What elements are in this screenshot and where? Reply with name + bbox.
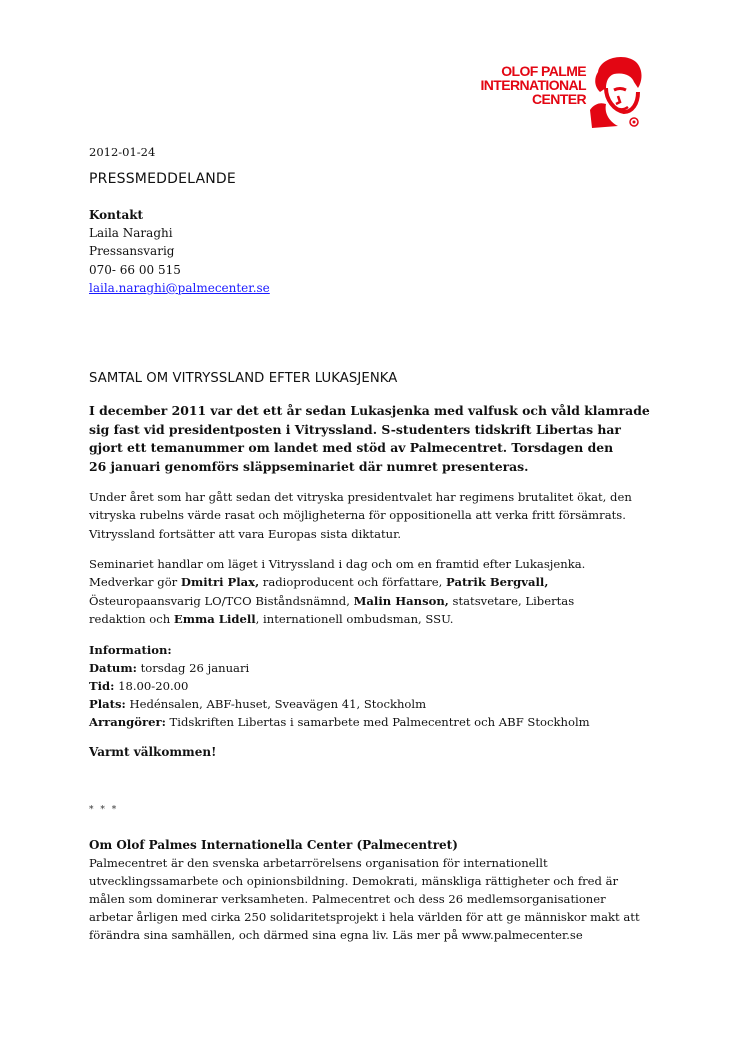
speaker-role: , internationell ombudsman, SSU. [255,611,454,626]
contact-label: Kontakt [89,208,144,222]
organizers-label: Arrangörer: [89,715,166,730]
palme-portrait-icon [584,52,648,130]
headline: SAMTAL OM VITRYSSLAND EFTER LUKASJENKA [89,371,398,386]
speaker-role: Östeuropaansvarig LO/TCO Biståndsnämnd, [89,593,354,608]
document-type: PRESSMEDDELANDE [89,171,236,187]
about-line: Palmecentret är den svenska arbetarrörelsens organisation för internationellt [89,856,548,871]
organizers-value: Tidskriften Libertas i samarbete med Palmecentret och ABF Stockholm [165,715,590,730]
text-run: redaktion och [89,611,174,626]
about-title: Om Olof Palmes Internationella Center (Palmecentret) [89,838,458,852]
lead-line: 26 januari genomförs släppseminariet där numret presenteras. [89,458,529,474]
lead-line: gjort ett temanummer om landet med stöd av Palmecentret. Torsdagen den [89,440,614,456]
logo-wordmark [458,64,586,106]
paragraph-line: vitryska rubelns värde rasat och möjligheterna för oppositionella att verka fritt försämrats. [89,508,626,523]
olof-palme-center-logo [458,52,648,130]
speaker-name: Patrik Bergvall, [446,575,549,590]
lead-line: I december 2011 var det ett år sedan Lukasjenka med valfusk och våld klamrade [89,403,650,418]
speaker-name: Dmitri Plax, [180,575,260,590]
date-value: torsdag 26 januari [136,661,250,676]
place-value: Hedénsalen, ABF-huset, Sveavägen 41, Stockholm [125,697,427,712]
speaker-name: Malin Hanson, [353,593,449,608]
about-line: målen som dominerar verksamheten. Palmecentret och dess 26 medlemsorganisationer [89,892,606,907]
logo-line-2: INTERNATIONAL [480,77,586,93]
body-paragraph-2 [89,555,679,628]
release-date: 2012-01-24 [89,145,156,159]
about-section [89,836,689,945]
paragraph-line [89,592,679,610]
body-paragraph-1 [89,488,679,543]
about-line: arbetar årligen med cirka 250 solidaritetsprojekt i hela världen för att ge människor makt att [89,910,640,925]
section-separator: * * * [89,805,119,815]
speaker-name: Emma Lidell [173,611,256,626]
welcome-text: Varmt välkommen! [89,745,217,759]
logo-line-3: CENTER [532,91,586,107]
paragraph-line: Seminariet handlar om läget i Vitryssland i dag och om en framtid efter Lukasjenka. [89,557,586,571]
logo-line-1: OLOF PALME [501,63,586,79]
contact-block [89,206,270,297]
text-run: Medverkar gör [89,575,181,590]
speaker-role: statsvetare, Libertas [448,593,575,608]
contact-role: Pressansvarig [89,244,175,259]
contact-email-link[interactable]: laila.naraghi@palmecenter.se [89,280,270,295]
lead-paragraph [89,402,669,476]
about-line: utvecklingssamarbete och opinionsbildning. Demokrati, mänskliga rättigheter och fred är [89,874,619,889]
date-label: Datum: [89,661,137,676]
place-label: Plats: [89,697,126,712]
paragraph-line: Under året som har gått sedan det vitryska presidentvalet har regimens brutalitet ökat, den [89,490,632,504]
paragraph-line [89,610,679,628]
lead-line: sig fast vid presidentposten i Vitryssland. S-studenters tidskrift Libertas har [89,421,621,437]
time-label: Tid: [89,679,115,694]
paragraph-line: Vitryssland fortsätter att vara Europas sista diktatur. [89,526,402,541]
contact-name: Laila Naraghi [89,226,173,241]
contact-phone: 070- 66 00 515 [89,262,181,277]
info-heading: Information: [89,643,172,657]
speaker-role: radioproducent och författare, [259,575,447,590]
about-line: förändra sina samhällen, och därmed sina egna liv. Läs mer på www.palmecenter.se [89,928,583,943]
event-information [89,641,590,731]
paragraph-line [89,573,679,591]
time-value: 18.00-20.00 [114,679,189,694]
